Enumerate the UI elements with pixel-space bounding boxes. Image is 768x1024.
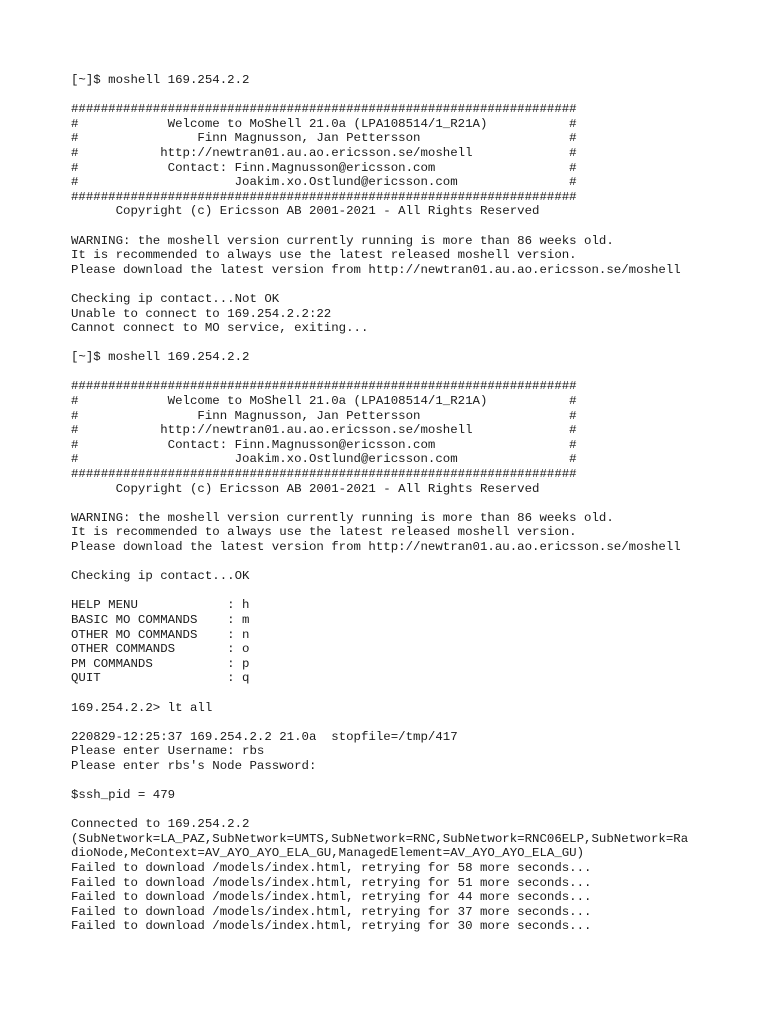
terminal-line <box>71 584 761 599</box>
terminal-line: # Joakim.xo.Ostlund@ericsson.com # <box>71 452 577 467</box>
terminal-line <box>71 219 761 234</box>
terminal-line: OTHER COMMANDS : o <box>71 642 250 657</box>
terminal-line: [~]$ moshell 169.254.2.2 <box>71 350 250 365</box>
terminal-line: Checking ip contact...OK <box>71 569 250 584</box>
terminal-line: # Joakim.xo.Ostlund@ericsson.com # <box>71 175 577 190</box>
terminal-line <box>71 365 761 380</box>
terminal-line: [~]$ moshell 169.254.2.2 <box>71 73 250 87</box>
terminal-line: Please enter rbs's Node Password: <box>71 758 317 773</box>
terminal-line: Please download the latest version from http://newtran01.au.ao.ericsson.se/moshell <box>71 540 681 554</box>
terminal-line: #################################################################### <box>71 379 577 394</box>
terminal-line: BASIC MO COMMANDS : m <box>71 612 250 627</box>
terminal-line: dioNode,MeContext=AV_AYO_AYO_ELA_GU,ManagedElement=AV_AYO_AYO_ELA_GU) <box>71 846 585 861</box>
terminal-line: It is recommended to always use the latest released moshell version. <box>71 525 577 540</box>
terminal-line: Copyright (c) Ericsson AB 2001-2021 - All Rights Reserved <box>71 481 540 496</box>
terminal-line <box>71 496 761 511</box>
terminal-line: QUIT : q <box>71 671 250 686</box>
terminal-line: Unable to connect to 169.254.2.2:22 <box>71 306 332 321</box>
terminal-line: #################################################################### <box>71 189 577 204</box>
terminal-line: Failed to download /models/index.html, retrying for 30 more seconds... <box>71 919 592 934</box>
terminal-line: Failed to download /models/index.html, retrying for 58 more seconds... <box>71 861 592 876</box>
terminal-line: (SubNetwork=LA_PAZ,SubNetwork=UMTS,SubNetwork=RNC,SubNetwork=RNC06ELP,SubNetwork=Ra <box>71 831 689 846</box>
terminal-line: Failed to download /models/index.html, retrying for 51 more seconds... <box>71 875 592 890</box>
terminal-line: Please download the latest version from http://newtran01.au.ao.ericsson.se/moshell <box>71 262 681 277</box>
terminal-line <box>71 88 761 103</box>
terminal-line <box>71 774 761 789</box>
terminal-line: OTHER MO COMMANDS : n <box>71 627 250 642</box>
terminal-line: # http://newtran01.au.ao.ericsson.se/moshell # <box>71 145 577 160</box>
terminal-line: Failed to download /models/index.html, retrying for 44 more seconds... <box>71 890 592 905</box>
terminal-line: # Contact: Finn.Magnusson@ericsson.com # <box>71 160 577 175</box>
terminal-line: 220829-12:25:37 169.254.2.2 21.0a stopfile=/tmp/417 <box>71 729 458 744</box>
terminal-line <box>71 277 761 292</box>
terminal-line <box>71 555 761 570</box>
terminal-line: # http://newtran01.au.ao.ericsson.se/moshell # <box>71 423 577 438</box>
terminal-output[interactable] <box>71 73 761 934</box>
terminal-line: Copyright (c) Ericsson AB 2001-2021 - All Rights Reserved <box>71 204 540 219</box>
terminal-line: # Welcome to MoShell 21.0a (LPA108514/1_R21A) # <box>71 116 577 131</box>
terminal-line: # Welcome to MoShell 21.0a (LPA108514/1_R21A) # <box>71 394 577 409</box>
terminal-line: WARNING: the moshell version currently running is more than 86 weeks old. <box>71 233 614 248</box>
terminal-line: # Finn Magnusson, Jan Pettersson # <box>71 408 577 423</box>
terminal-line: 169.254.2.2> lt all <box>71 700 213 715</box>
terminal-line: It is recommended to always use the latest released moshell version. <box>71 248 577 263</box>
terminal-line: HELP MENU : h <box>71 598 250 613</box>
terminal-line: Failed to download /models/index.html, retrying for 37 more seconds... <box>71 904 592 919</box>
terminal-line <box>71 715 761 730</box>
terminal-line: #################################################################### <box>71 467 577 482</box>
terminal-line: # Finn Magnusson, Jan Pettersson # <box>71 131 577 146</box>
terminal-line: PM COMMANDS : p <box>71 656 250 671</box>
terminal-line: WARNING: the moshell version currently running is more than 86 weeks old. <box>71 510 614 525</box>
terminal-line: Please enter Username: rbs <box>71 744 265 759</box>
terminal-line: # Contact: Finn.Magnusson@ericsson.com # <box>71 437 577 452</box>
terminal-line: Connected to 169.254.2.2 <box>71 817 250 832</box>
terminal-line <box>71 686 761 701</box>
terminal-line <box>71 803 761 818</box>
terminal-line <box>71 336 761 351</box>
terminal-line: Checking ip contact...Not OK <box>71 291 280 306</box>
terminal-line: Cannot connect to MO service, exiting... <box>71 321 369 336</box>
terminal-line: $ssh_pid = 479 <box>71 788 176 803</box>
terminal-line: #################################################################### <box>71 102 577 117</box>
